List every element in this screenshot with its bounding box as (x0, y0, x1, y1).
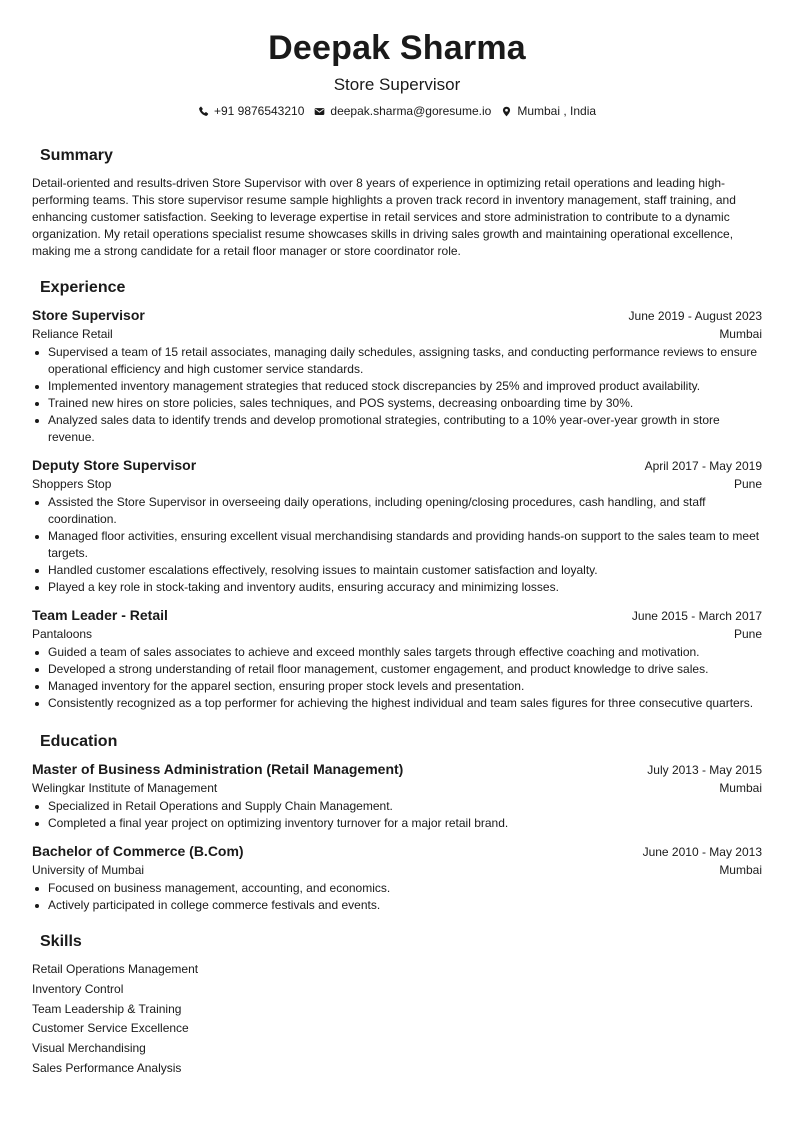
bullet-item: Supervised a team of 15 retail associates, managing daily schedules, assigning tasks, and conducting performance reviews to ensure operational efficiency and high customer service standards. (32, 344, 762, 378)
experience-entry (32, 456, 762, 596)
education-entry (32, 760, 762, 832)
skill-item: Team Leadership & Training (32, 1001, 182, 1016)
email-icon (314, 106, 325, 117)
location-text: Mumbai , India (517, 104, 597, 118)
job-dates: April 2017 - May 2019 (644, 459, 762, 473)
bullet-item: Developed a strong understanding of retail floor management, customer engagement, and product knowledge to drive sales. (32, 661, 762, 678)
phone-icon (198, 106, 209, 117)
education-location: Mumbai (719, 863, 762, 877)
bullet-item: Played a key role in stock-taking and inventory audits, ensuring accuracy and minimizing losses. (32, 579, 762, 596)
contact-location (501, 102, 596, 120)
job-dates: June 2019 - August 2023 (628, 309, 762, 323)
skill-item: Retail Operations Management (32, 962, 199, 976)
job-title: Store Supervisor (32, 307, 145, 323)
job-location: Pune (733, 477, 762, 491)
bullet-item: Actively participated in college commerce festivals and events. (32, 897, 762, 914)
section-heading-summary: Summary (40, 147, 113, 164)
institution-name: University of Mumbai (32, 863, 145, 877)
job-location: Pune (733, 627, 762, 641)
contact-bar (32, 102, 762, 120)
education-entry (32, 842, 762, 914)
candidate-name: Deepak Sharma (268, 29, 526, 67)
experience-entry (32, 306, 762, 446)
job-bullets (32, 644, 762, 712)
section-heading-education: Education (40, 733, 118, 750)
bullet-item: Focused on business management, accounting, and economics. (32, 880, 762, 897)
summary-paragraph: Detail-oriented and results-driven Store Supervisor with over 8 years of experience in optimizing retail operations and leading high-performing teams. This store supervisor resume sample highlights a proven track record in inventory management, staff training, and enhancing customer satisfaction. Seeking to leverage expertise in retail services and store administration to contribute to a dynamic organization. My retail operations specialist resume showcases skills in driving sales growth and maintaining operational excellence, making me a strong candidate for a retail floor manager or store coordinator role. (32, 176, 736, 258)
section-heading-experience: Experience (40, 279, 126, 296)
location-pin-icon (501, 106, 512, 117)
bullet-item: Trained new hires on store policies, sales techniques, and POS systems, decreasing onboarding time by 30%. (32, 395, 762, 412)
education-bullets (32, 798, 762, 832)
skill-item: Customer Service Excellence (32, 1021, 189, 1036)
bullet-item: Analyzed sales data to identify trends and develop promotional strategies, contributing to a 10% year-over-year growth in store revenue. (32, 412, 762, 446)
section-heading-skills: Skills (40, 933, 82, 950)
job-bullets (32, 344, 762, 446)
job-location: Mumbai (719, 327, 762, 341)
job-bullets (32, 494, 762, 596)
bullet-item: Managed floor activities, ensuring excellent visual merchandising standards and providing hands-on support to the sales team to meet targets. (32, 528, 762, 562)
bullet-item: Assisted the Store Supervisor in overseeing daily operations, including opening/closing procedures, cash handling, and staff coordination. (32, 494, 762, 528)
job-title: Team Leader - Retail (32, 607, 168, 623)
candidate-title: Store Supervisor (333, 75, 461, 94)
bullet-item: Consistently recognized as a top performer for achieving the highest individual and team sales figures for three consecutive quarters. (32, 695, 762, 712)
degree-title: Master of Business Administration (Retail Management) (32, 761, 404, 777)
education-dates: June 2010 - May 2013 (642, 845, 762, 859)
bullet-item: Guided a team of sales associates to achieve and exceed monthly sales targets through effective coaching and motivation. (32, 644, 762, 661)
skill-item: Sales Performance Analysis (32, 1060, 182, 1075)
phone-text: +91 9876543210 (213, 104, 305, 118)
institution-name: Welingkar Institute of Management (32, 781, 218, 795)
email-text: deepak.sharma@goresume.io (330, 104, 492, 118)
bullet-item: Implemented inventory management strategies that reduced stock discrepancies by 25% and improved product availability. (32, 378, 762, 395)
job-title: Deputy Store Supervisor (32, 457, 197, 473)
job-dates: June 2015 - March 2017 (631, 609, 762, 623)
skill-item: Visual Merchandising (32, 1041, 146, 1056)
skills-list (32, 960, 762, 1079)
contact-email (314, 102, 491, 120)
bullet-item: Completed a final year project on optimizing inventory turnover for a major retail brand. (32, 815, 762, 832)
experience-entry (32, 606, 762, 712)
education-dates: July 2013 - May 2015 (647, 763, 762, 777)
bullet-item: Managed inventory for the apparel section, ensuring proper stock levels and presentation. (32, 678, 762, 695)
company-name: Pantaloons (32, 627, 93, 641)
education-bullets (32, 880, 762, 914)
bullet-item: Specialized in Retail Operations and Supply Chain Management. (32, 798, 762, 815)
resume-header (32, 0, 762, 120)
company-name: Reliance Retail (32, 327, 113, 341)
bullet-item: Handled customer escalations effectively, resolving issues to maintain customer satisfaction and loyalty. (32, 562, 762, 579)
contact-phone (198, 102, 304, 120)
education-location: Mumbai (719, 781, 762, 795)
company-name: Shoppers Stop (32, 477, 112, 491)
degree-title: Bachelor of Commerce (B.Com) (32, 843, 244, 859)
skill-item: Inventory Control (32, 981, 124, 996)
